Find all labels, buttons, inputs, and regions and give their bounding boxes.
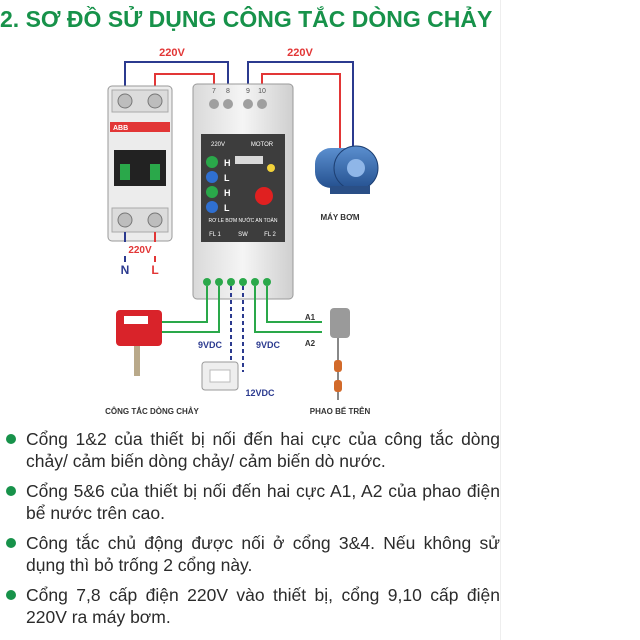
term-fl1: FL 1 <box>209 232 221 238</box>
list-item: Cổng 1&2 của thiết bị nối đến hai cực của công tắc dòng chảy/ cảm biến dòng chảy/ cảm biến dò nước. <box>0 428 500 472</box>
bullet-icon <box>6 486 16 496</box>
pump-label: MÁY BƠM <box>320 213 360 222</box>
svg-text:L: L <box>224 203 230 213</box>
list-item: Công tắc chủ động được nối ở cổng 3&4. Nếu không sử dụng thì bỏ trống 2 cổng này. <box>0 532 500 576</box>
relay-device <box>193 84 293 299</box>
breaker-brand: ABB <box>113 125 129 132</box>
supply-voltage-right: 220V <box>287 47 313 59</box>
term-fl2: FL 2 <box>264 232 276 238</box>
flow-switch <box>105 310 199 416</box>
terminal-9: 9 <box>246 88 250 95</box>
flow-switch-label: CÔNG TẮC DÒNG CHẢY <box>105 407 199 416</box>
svg-text:H: H <box>224 188 231 198</box>
live-label: L <box>151 263 159 277</box>
device-caption: RƠ LE BƠM NƯỚC AN TOÀN <box>208 218 278 224</box>
float-label: PHAO BỂ TRÊN <box>309 407 371 416</box>
water-pump <box>315 146 378 222</box>
terminal-10: 10 <box>258 88 266 95</box>
bullet-icon <box>6 434 16 444</box>
bullet-icon <box>6 590 16 600</box>
supply-voltage-left: 220V <box>159 47 185 59</box>
page-title: 2. SƠ ĐỒ SỬ DỤNG CÔNG TẮC DÒNG CHẢY <box>0 6 493 32</box>
instruction-list <box>0 428 500 636</box>
vdc9-left: 9VDC <box>197 340 223 350</box>
a2-label: A2 <box>304 339 316 348</box>
test-button <box>255 187 273 205</box>
wall-switch <box>202 362 238 390</box>
svg-text:L: L <box>224 173 230 183</box>
breaker-voltage: 220V <box>128 245 152 256</box>
device-motor-label: MOTOR <box>250 142 274 148</box>
circuit-breaker <box>108 86 172 241</box>
vdc12-label: 12VDC <box>245 388 275 398</box>
list-item: Cổng 7,8 cấp điện 220V vào thiết bị, cổng 9,10 cấp điện 220V ra máy bơm. <box>0 584 500 628</box>
term-sw: SW <box>238 232 248 238</box>
terminal-7: 7 <box>212 88 216 95</box>
terminal-8: 8 <box>226 88 230 95</box>
bullet-icon <box>6 538 16 548</box>
vdc9-right: 9VDC <box>255 340 281 350</box>
device-input-label: 220V <box>210 142 226 148</box>
right-blank-panel <box>500 0 640 640</box>
float-sensor <box>310 308 371 416</box>
svg-text:H: H <box>224 158 231 168</box>
list-item: Cổng 5&6 của thiết bị nối đến hai cực A1, A2 của phao điện bể nước trên cao. <box>0 480 500 524</box>
neutral-label: N <box>120 263 130 277</box>
a1-label: A1 <box>304 313 316 322</box>
